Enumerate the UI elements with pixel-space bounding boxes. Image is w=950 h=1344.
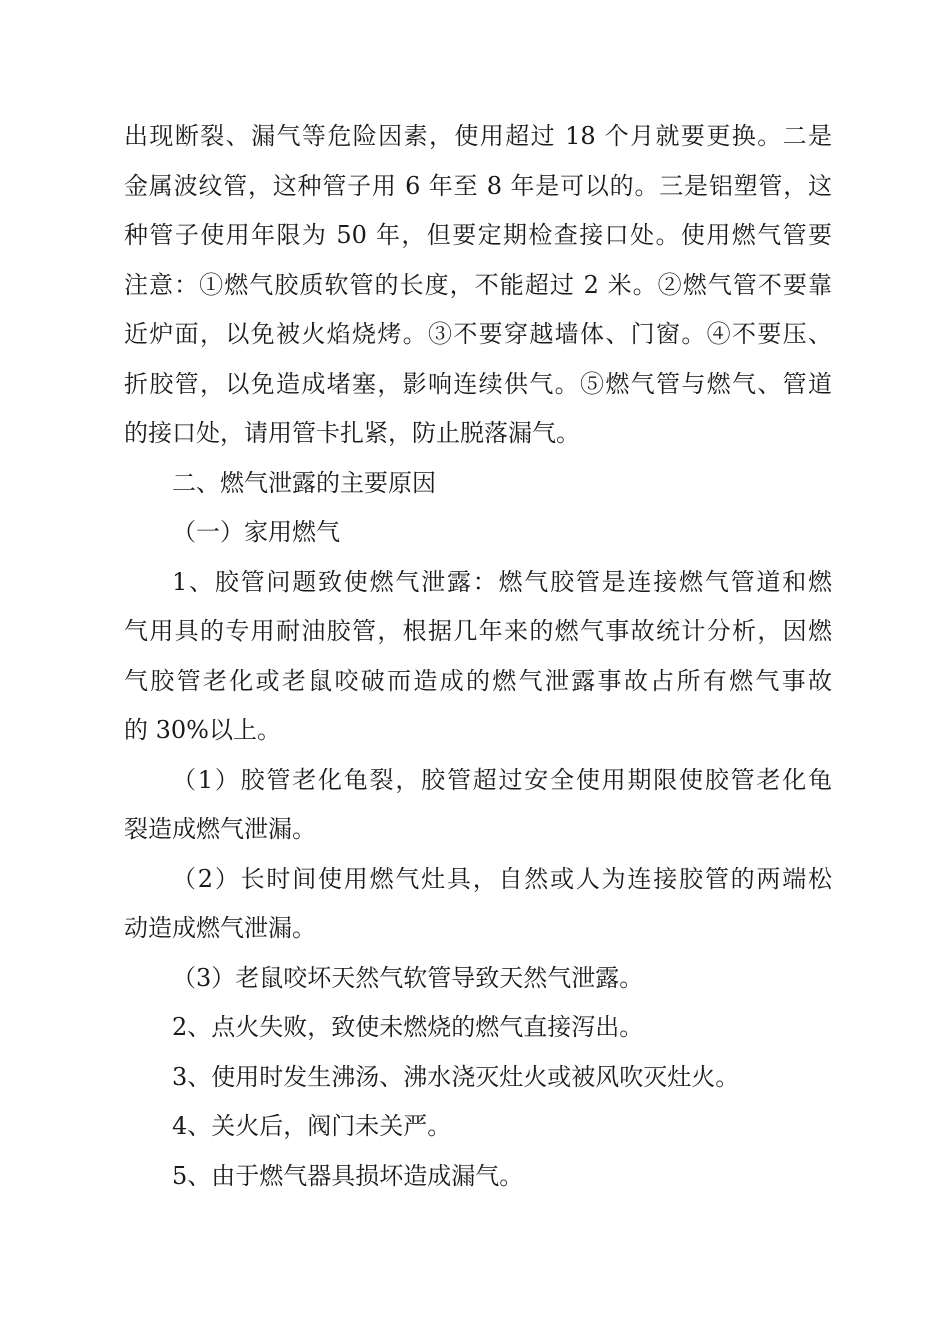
paragraph-p11 [124,1152,832,1202]
paragraph-p1 [124,112,832,459]
paragraph-p2 [124,459,832,509]
text-line: 近炉面，以免被火焰烧烤。③不要穿越墙体、门窗。④不要压、 [124,320,832,348]
text-line: 种管子使用年限为 50 年，但要定期检查接口处。使用燃气管要 [124,221,832,249]
text-line: （2）长时间使用燃气灶具，自然或人为连接胶管的两端松 [172,864,832,893]
text-line: 气胶管老化或老鼠咬破而造成的燃气泄露事故占所有燃气事故 [124,666,832,695]
paragraph-p8 [124,1003,832,1053]
text-line: （一）家用燃气 [172,518,340,546]
text-line: 出现断裂、漏气等危险因素，使用超过 18 个月就要更换。二是 [124,122,832,150]
text-line: 的 30%以上。 [124,716,281,744]
text-line: 动造成燃气泄漏。 [124,914,316,942]
text-line: 注意：①燃气胶质软管的长度，不能超过 2 米。②燃气管不要靠 [124,270,832,299]
text-line: 4、关火后，阀门未关严。 [172,1112,452,1140]
text-line: 裂造成燃气泄漏。 [124,815,316,843]
paragraph-p7 [124,954,832,1004]
document-body [124,112,832,1201]
paragraph-p4 [124,558,832,756]
text-line: 二、燃气泄露的主要原因 [172,468,436,497]
paragraph-p6 [124,855,832,954]
text-line: 2、点火失败，致使未燃烧的燃气直接泻出。 [172,1013,644,1041]
paragraph-p10 [124,1102,832,1152]
text-line: （1）胶管老化龟裂，胶管超过安全使用期限使胶管老化龟 [172,765,832,794]
paragraph-p5 [124,756,832,855]
text-line: 5、由于燃气器具损坏造成漏气。 [172,1161,524,1190]
text-line: 金属波纹管，这种管子用 6 年至 8 年是可以的。三是铝塑管，这 [124,171,832,200]
text-line: 折胶管，以免造成堵塞，影响连续供气。⑤燃气管与燃气、管道 [124,369,832,398]
paragraph-p9 [124,1053,832,1103]
text-line: 3、使用时发生沸汤、沸水浇灭灶火或被风吹灭灶火。 [172,1062,740,1091]
text-line: 气用具的专用耐油胶管，根据几年来的燃气事故统计分析，因燃 [124,617,832,645]
text-line: 1、胶管问题致使燃气泄露：燃气胶管是连接燃气管道和燃 [172,567,832,596]
text-line: （3）老鼠咬坏天然气软管导致天然气泄露。 [172,963,644,992]
text-line: 的接口处，请用管卡扎紧，防止脱落漏气。 [124,419,580,447]
paragraph-p3 [124,508,832,558]
